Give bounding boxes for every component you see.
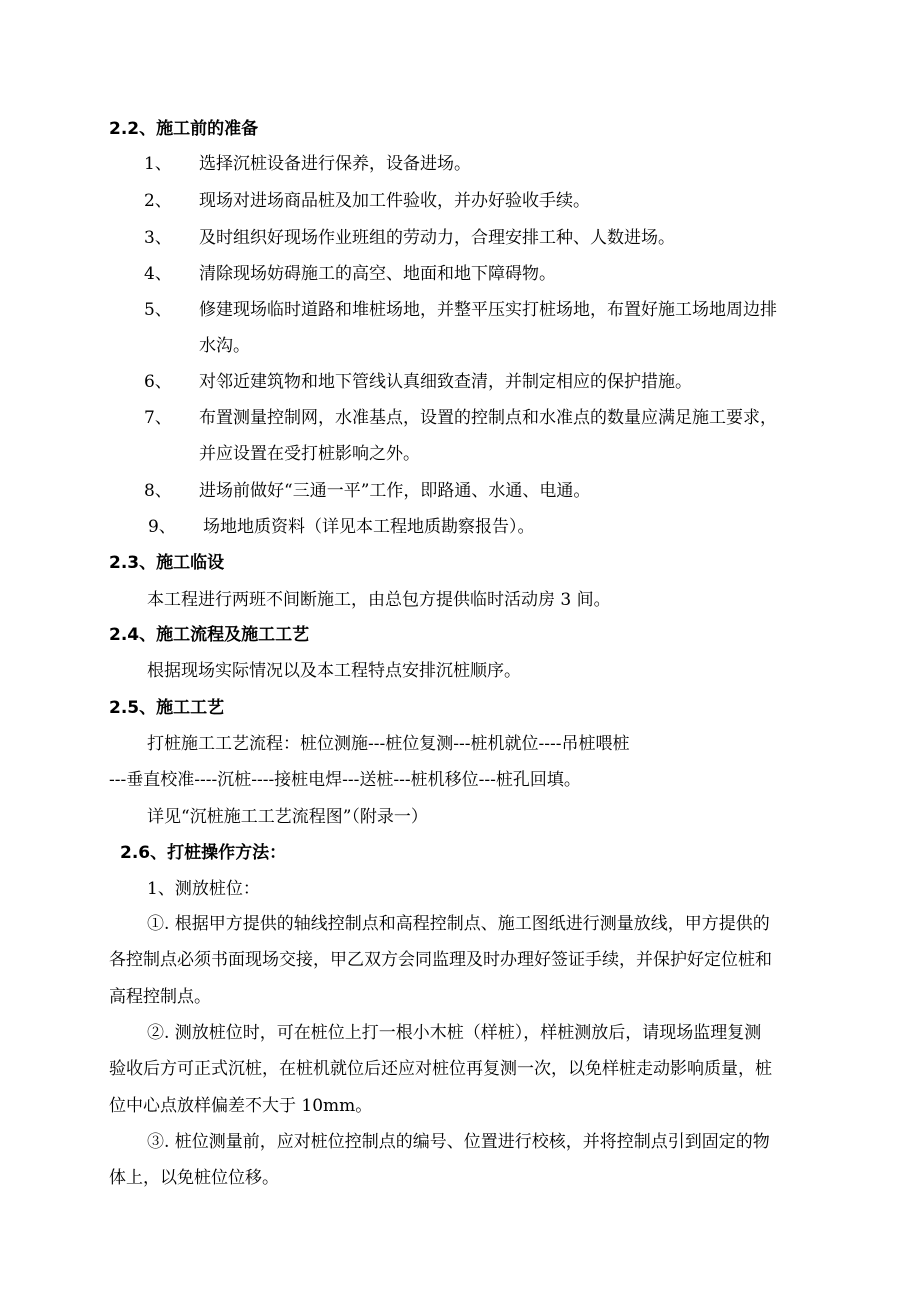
list-item-text: 水沟。 — [199, 336, 250, 356]
paragraph-line: 位中心点放样偏差不大于 10mm。 — [109, 1096, 373, 1116]
list-item-number: 3、 — [144, 228, 172, 248]
subsection-title: 1、测放桩位： — [147, 879, 260, 899]
paragraph-line: 高程控制点。 — [109, 987, 211, 1007]
section-2-4-text: 根据现场实际情况以及本工程特点安排沉桩顺序。 — [147, 661, 521, 681]
section-2-6-heading: 2.6、打桩操作方法： — [120, 843, 287, 863]
section-2-3-text: 本工程进行两班不间断施工，由总包方提供临时活动房 3 间。 — [147, 590, 611, 610]
list-item-number: 7、 — [144, 408, 172, 428]
paragraph-line: 验收后方可正式沉桩，在桩机就位后还应对桩位再复测一次，以免样桩走动影响质量，桩 — [109, 1059, 772, 1079]
list-item-number: 5、 — [144, 300, 172, 320]
list-item-text: 及时组织好现场作业班组的劳动力，合理安排工种、人数进场。 — [199, 228, 675, 248]
process-flow-line-2: ---垂直校准----沉桩----接桩电焊---送桩---桩机移位---桩孔回填。 — [109, 770, 581, 790]
list-item-number: 4、 — [144, 264, 172, 284]
section-2-2-heading: 2.2、施工前的准备 — [109, 119, 259, 139]
section-2-4-heading: 2.4、施工流程及施工工艺 — [109, 625, 310, 645]
list-item-text: 修建现场临时道路和堆桩场地，并整平压实打桩场地，布置好施工场地周边排 — [199, 300, 777, 320]
section-2-3-heading: 2.3、施工临设 — [109, 553, 225, 573]
paragraph-line: ①. 根据甲方提供的轴线控制点和高程控制点、施工图纸进行测量放线，甲方提供的 — [147, 914, 770, 934]
list-item-number: 1、 — [144, 154, 172, 174]
flowchart-reference: 详见“沉桩施工工艺流程图”（附录一） — [147, 807, 428, 827]
list-item-number: 6、 — [144, 372, 172, 392]
list-item-text: 并应设置在受打桩影响之外。 — [199, 444, 420, 464]
paragraph-line: ②. 测放桩位时，可在桩位上打一根小木桩（样桩），样桩测放后，请现场监理复测 — [147, 1023, 762, 1043]
list-item-number: 2、 — [144, 191, 172, 211]
list-item-text: 选择沉桩设备进行保养，设备进场。 — [199, 154, 471, 174]
list-item-text: 场地地质资料（详见本工程地质勘察报告）。 — [203, 517, 535, 537]
list-item-text: 对邻近建筑物和地下管线认真细致查清，并制定相应的保护措施。 — [199, 372, 692, 392]
list-item-text: 现场对进场商品桩及加工件验收，并办好验收手续。 — [199, 191, 590, 211]
paragraph-line: 各控制点必须书面现场交接，甲乙双方会同监理及时办理好签证手续，并保护好定位桩和 — [109, 950, 772, 970]
paragraph-line: ③. 桩位测量前，应对桩位控制点的编号、位置进行校核，并将控制点引到固定的物 — [147, 1132, 770, 1152]
list-item-text: 清除现场妨碍施工的高空、地面和地下障碍物。 — [199, 264, 556, 284]
paragraph-line: 体上，以免桩位位移。 — [109, 1168, 279, 1188]
list-item-text: 布置测量控制网，水准基点，设置的控制点和水准点的数量应满足施工要求， — [199, 408, 777, 428]
list-item-text: 进场前做好“三通一平”工作，即路通、水通、电通。 — [199, 481, 591, 501]
list-item-number: 8、 — [144, 481, 172, 501]
process-flow-line-1: 打桩施工工艺流程：桩位测施---桩位复测---桩机就位----吊桩喂桩 — [147, 734, 630, 754]
section-2-5-heading: 2.5、施工工艺 — [109, 698, 225, 718]
list-item-number: 9、 — [148, 517, 176, 537]
